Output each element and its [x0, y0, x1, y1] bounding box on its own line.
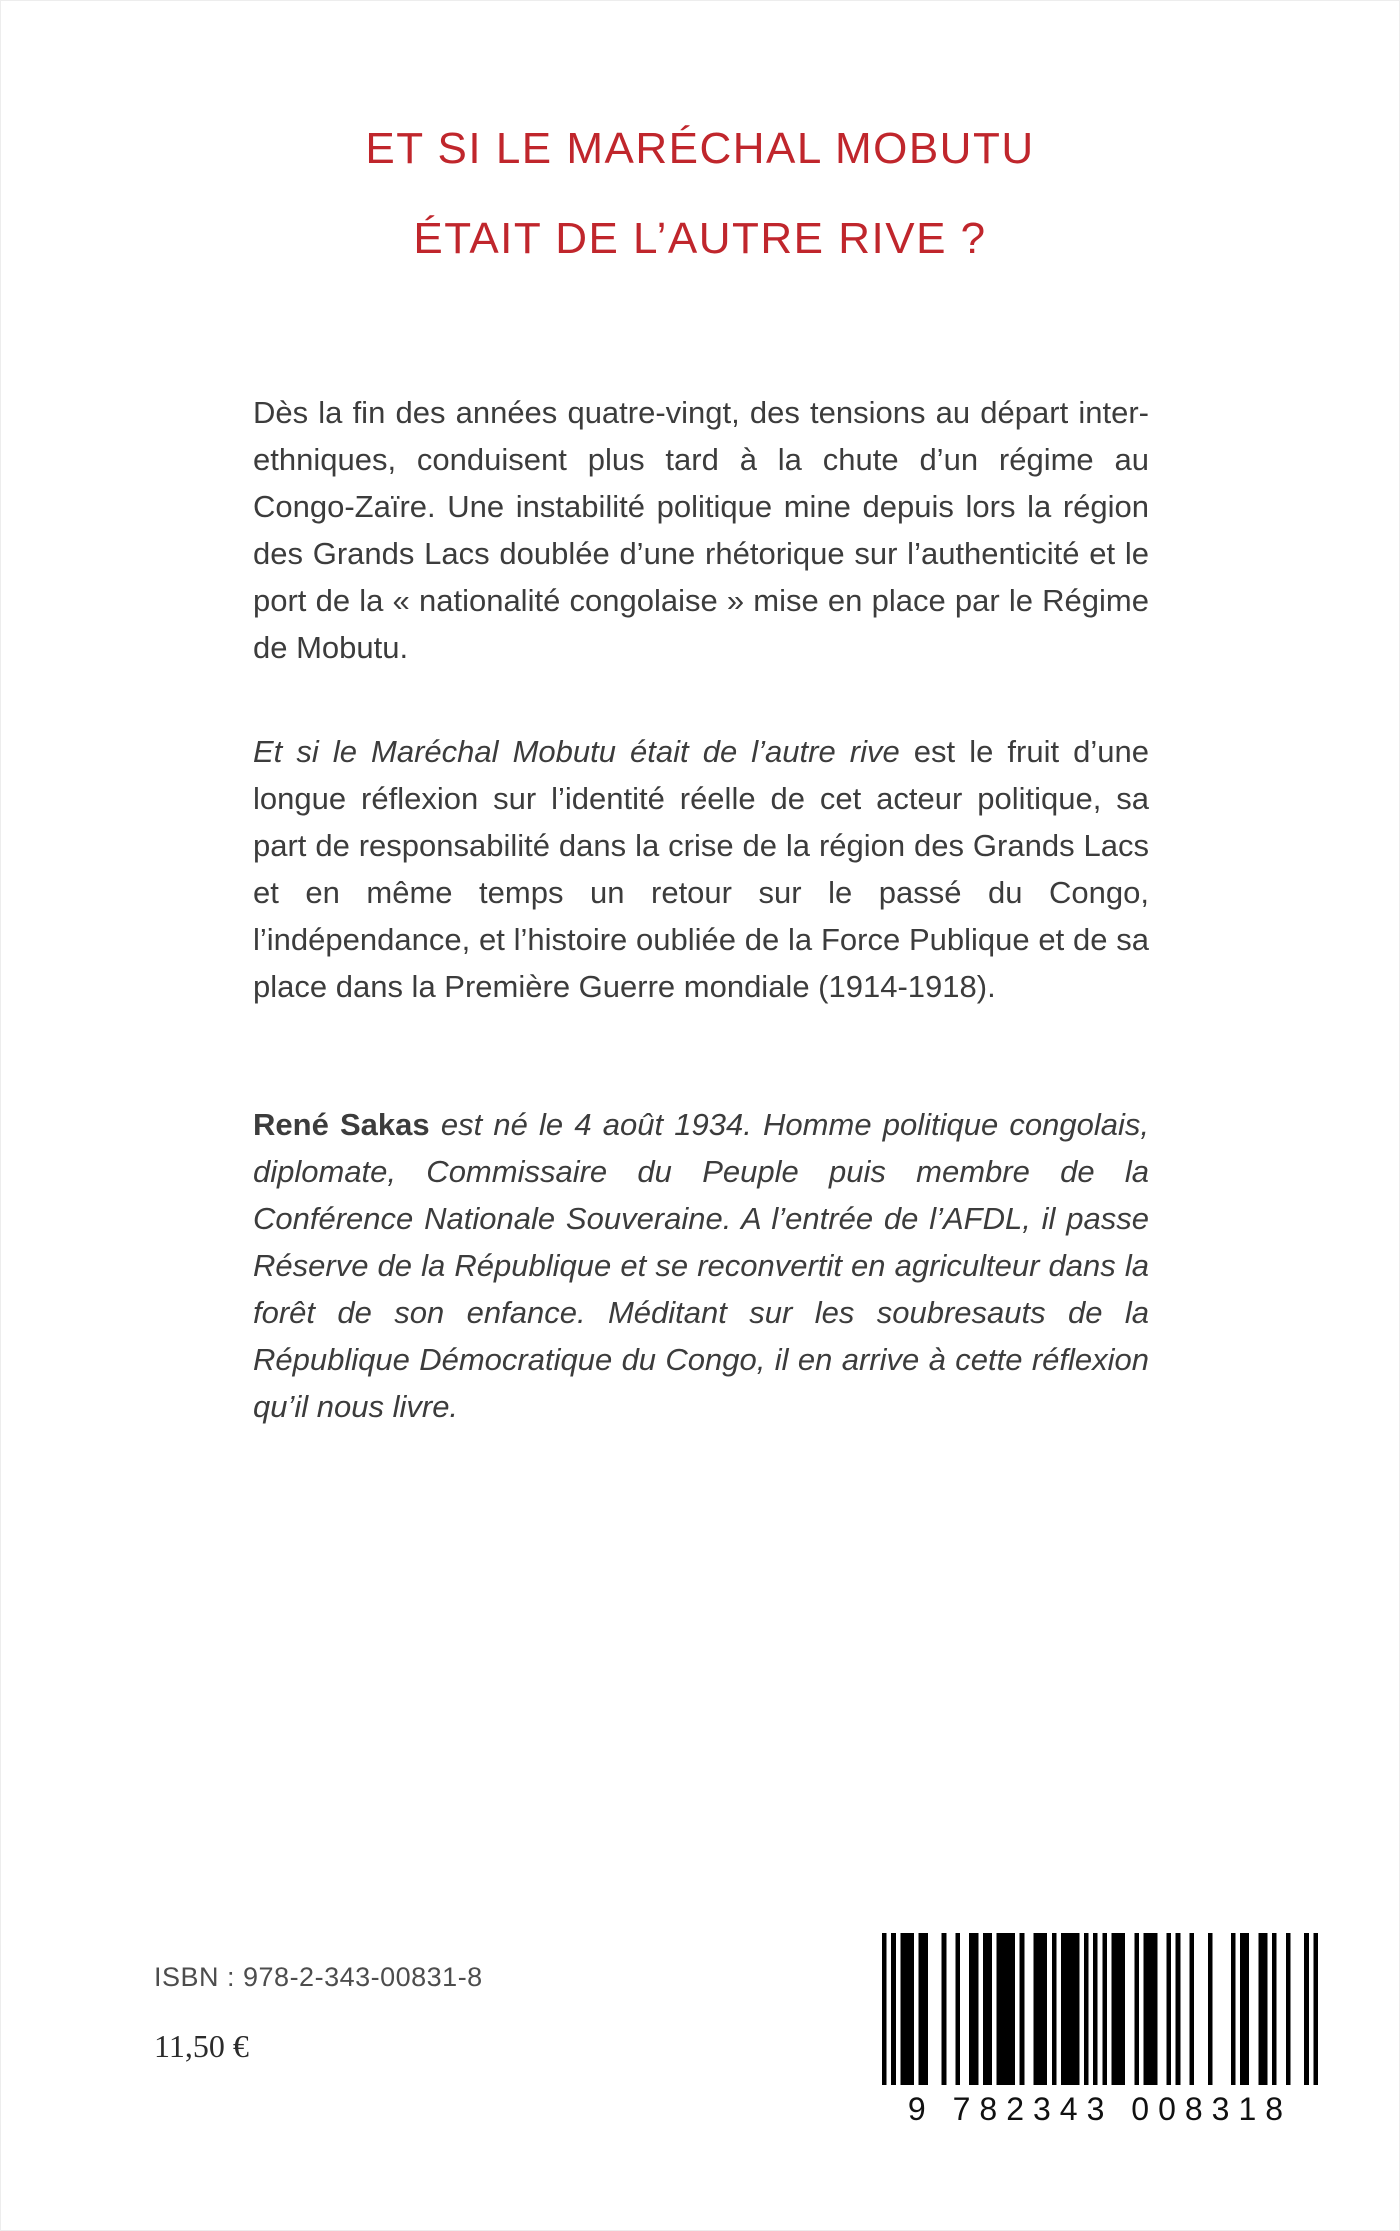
- synopsis-paragraph: Dès la fin des années quatre-vingt, des tensions au départ inter-ethniques, conduisent plus tard à la chute d’un régime au Congo-Zaïre. Une instabilité politique mine depuis lors la région des Grands Lacs doublée d’une rhétorique sur l’authenticité et le port de la « nationalité congolaise » mise en place par le Régime de Mobutu.: [253, 395, 1149, 665]
- author-bio-text: est né le 4 août 1934. Homme politique congolais, diplomate, Commissaire du Peuple puis membre de la Conférence Nationale Souveraine. A l’entrée de l’AFDL, il passe Réserve de la République et se reconvertit en agriculteur dans la forêt de son enfance. Méditant sur les soubresauts de la République Démocratique du Congo, il en arrive à cette réflexion qu’il nous livre.: [253, 1107, 1150, 1424]
- barcode: [882, 1933, 1318, 2128]
- isbn-text: ISBN : 978-2-343-00831-8: [154, 1962, 483, 1992]
- book-title-line2: ÉTAIT DE L’AUTRE RIVE ?: [413, 214, 987, 263]
- book-title: [0, 104, 1400, 284]
- price-text: 11,50 €: [154, 2028, 249, 2064]
- book-title-inline: Et si le Maréchal Mobutu était de l’autre rive: [253, 734, 900, 769]
- author-bio-paragraph: [253, 1101, 1149, 1430]
- barcode-number: 9 782343 008318: [907, 2091, 1293, 2127]
- barcode-svg: [882, 1933, 1318, 2085]
- description-paragraph: [253, 728, 1149, 1010]
- author-name: René Sakas: [253, 1107, 430, 1142]
- back-cover-text: [253, 389, 1149, 1430]
- description-text: est le fruit d’une longue réflexion sur l’identité réelle de cet acteur politique, sa part de responsabilité dans la crise de la région des Grands Lacs et en même temps un retour sur le passé du Congo, l’indépendance, et l’histoire oubliée de la Force Publique et de sa place dans la Première Guerre mondiale (1914-1918).: [253, 734, 1150, 1004]
- book-title-line1: ET SI LE MARÉCHAL MOBUTU: [365, 124, 1035, 173]
